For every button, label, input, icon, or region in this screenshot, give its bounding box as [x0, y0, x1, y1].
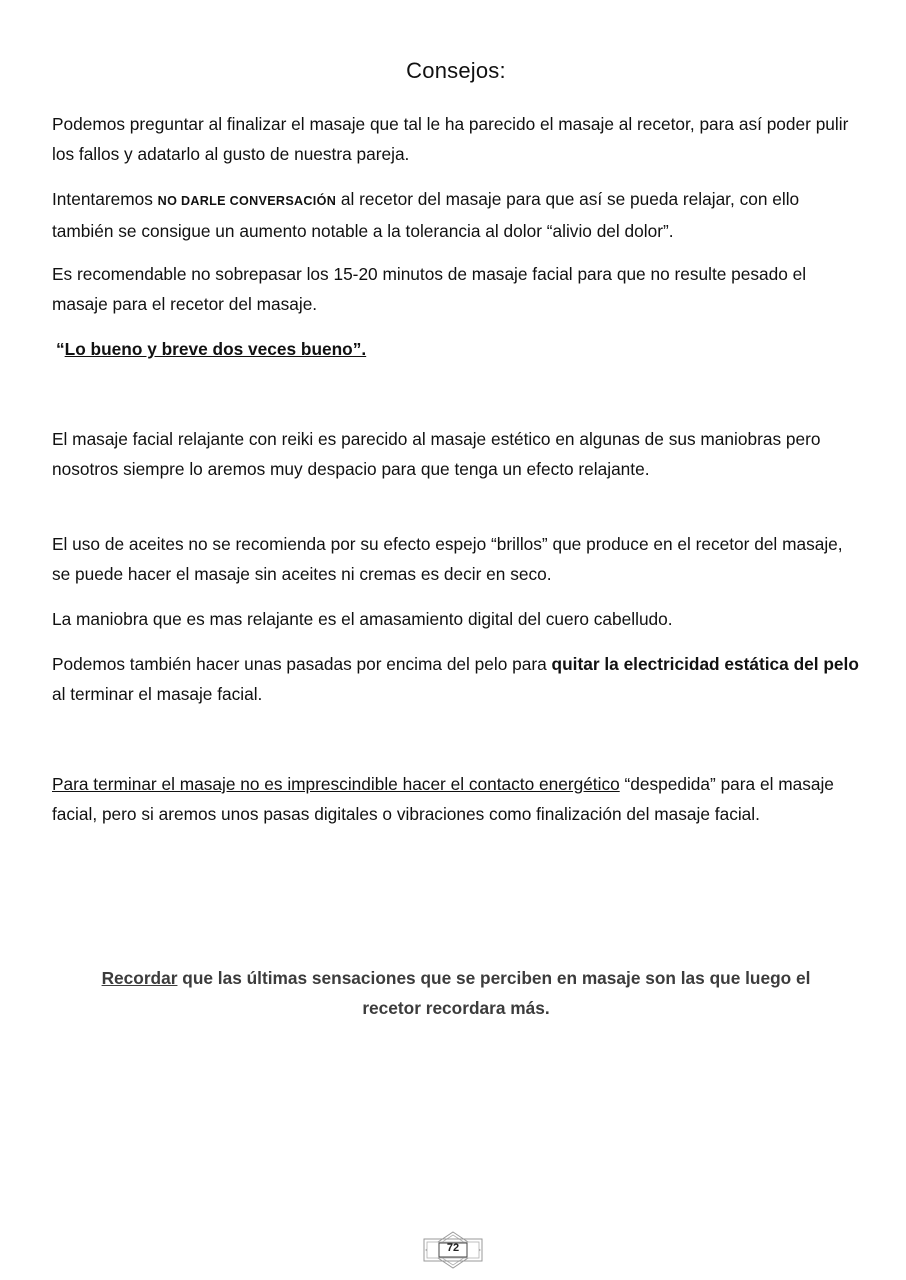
emphasis-caps: NO DARLE CONVERSACIÓN: [157, 194, 337, 208]
paragraph-reiki: El masaje facial relajante con reiki es parecido al masaje estético en algunas de sus maniobras pero nosotros siempre lo aremos muy despacio para que tenga un efecto relajante.: [52, 429, 821, 479]
closing-note: [70, 963, 842, 1023]
paragraph-no-conversation: [52, 184, 860, 246]
paragraph-text: al terminar el masaje facial.: [52, 684, 263, 704]
paragraph-duration: Es recomendable no sobrepasar los 15-20 minutos de masaje facial para que no resulte pesado el masaje para el recetor del masaje.: [52, 264, 807, 314]
closing-note-text: que las últimas sensaciones que se perciben en masaje son las que luego el recetor recordara más.: [177, 968, 811, 1018]
quote-text: Lo bueno y breve dos veces bueno”.: [64, 339, 367, 359]
paragraph-text: “despedida” para el masaje facial, pero si aremos unos pasas digitales o vibraciones como finalización del masaje facial.: [52, 774, 834, 824]
paragraph-feedback: Podemos preguntar al finalizar el masaje que tal le ha parecido el masaje al recetor, para así poder pulir los fallos y adatarlo al gusto de nuestra pareja.: [52, 114, 849, 164]
paragraph-text: Intentaremos: [52, 189, 158, 209]
closing-note-keyword: Recordar: [101, 968, 178, 988]
emphasis-bold: quitar la electricidad estática del pelo: [551, 654, 859, 674]
paragraph-static: [52, 649, 860, 709]
paragraph-text: Podemos también hacer unas pasadas por encima del pelo para: [52, 654, 552, 674]
paragraph-oils: El uso de aceites no se recomienda por su efecto espejo “brillos” que produce en el recetor del masaje, se puede hacer el masaje sin aceites ni cremas es decir en seco.: [52, 534, 843, 584]
page-number: 72: [446, 1242, 460, 1254]
underlined-text: Para terminar el masaje no es imprescindible hacer el contacto energético: [52, 774, 620, 794]
quote-line: [56, 334, 864, 364]
page-number-badge: [423, 1231, 483, 1269]
paragraph-finish: [52, 769, 860, 829]
paragraph-text: al recetor del masaje para que así se pueda relajar, con ello también se consigue un aumento notable a la tolerancia al dolor “alivio del dolor”.: [52, 189, 800, 241]
quote-open-mark: “: [56, 339, 65, 359]
paragraph-maneuver: La maniobra que es mas relajante es el amasamiento digital del cuero cabelludo.: [52, 609, 673, 629]
page-title: Consejos:: [406, 58, 506, 83]
